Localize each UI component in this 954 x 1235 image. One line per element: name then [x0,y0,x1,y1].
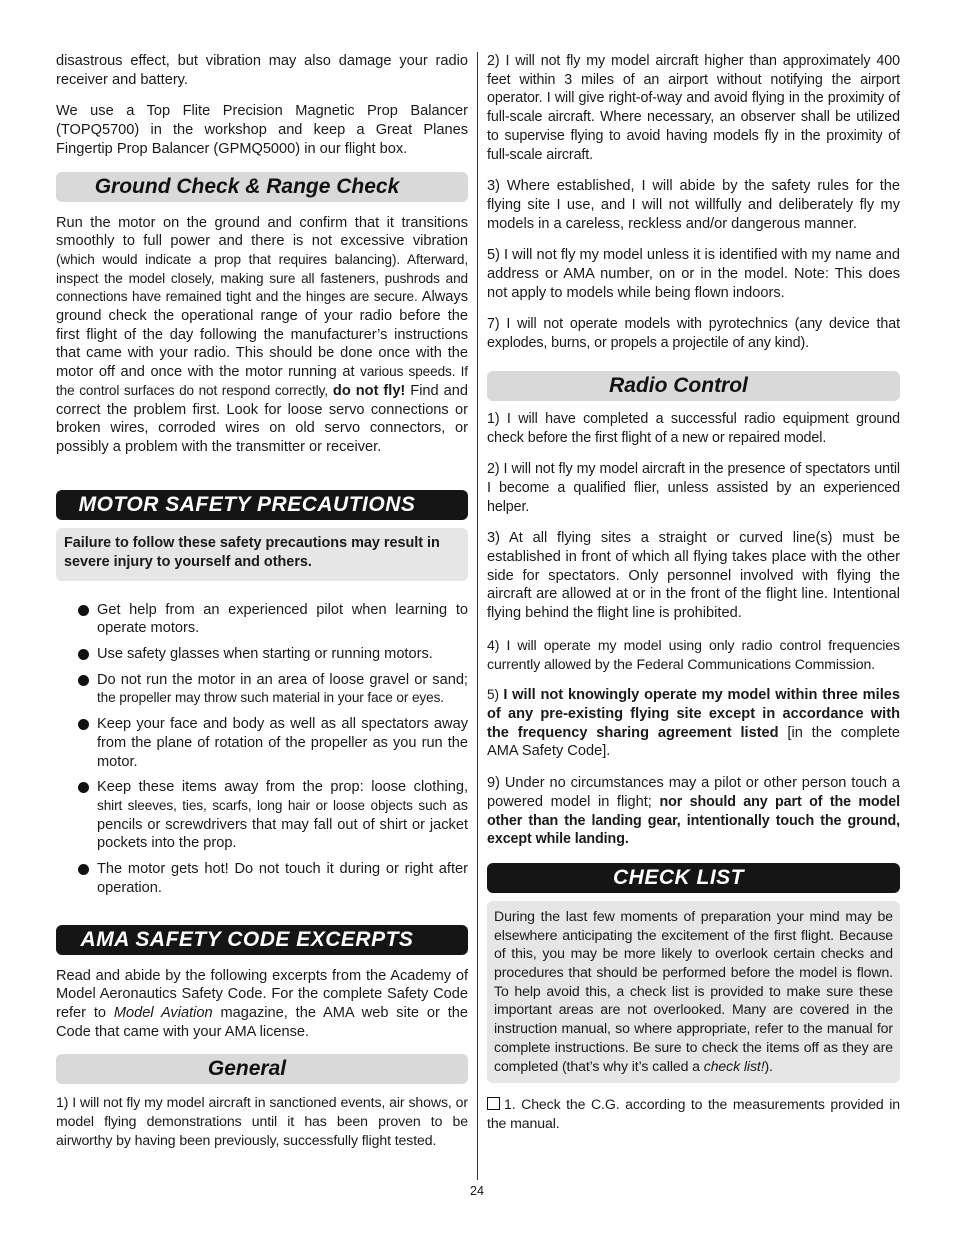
column-divider [477,52,478,1180]
general-heading: General [56,1054,468,1084]
ground-check-text-3: Always ground check the operational range of your radio before the first flight of the day following the manufacturer’s instructions that came with your radio. This should be done once with the motor off and once with the motor running at [56,289,468,381]
check-list-heading: CHECK LIST [487,863,900,893]
radio-rule-5: 5) I will not knowingly operate my model within three miles of any pre-existing flying site except in accordance with the frequency sharing agreement listed [in the complete AMA Safety Code]. [487,687,900,760]
general-rule-1: 1) I will not fly my model aircraft in sanctioned events, air shows, or model flying demonstrations until it has been proven to be airworthy by having been previously, successfully flight tested. [56,1094,468,1148]
radio-rule-3: 3) At all flying sites a straight or curved line(s) must be established in front of which all flying takes place with the other side for spectators. Only personnel involved with flying the aircraft are allowed at or in the front of the flight line. Intentional flying behind the flight line is prohibited. [487,530,900,622]
radio-rule-1: 1) I will have completed a successful radio equipment ground check before the first flight of a new or repaired model. [487,410,900,446]
motor-safety-list [56,601,468,898]
bullet-icon [78,864,89,875]
bullet-icon [78,782,89,793]
left-column [56,52,468,1162]
radio-rule-4: 4) I will operate my model using only radio control frequencies currently allowed by the Federal Communications Commission. [487,636,900,672]
general-rule-5: 5) I will not fly my model unless it is identified with my name and address or AMA number, on or in the model. Note: This does not apply to models while being flown indoors. [487,247,900,301]
ground-check-text-2: (which would indicate a prop that requires balancing). Afterward, inspect the model closely, making sure all fasteners, pushrods and connections have remained tight and the hinges are secure. [56,251,468,305]
motor-safety-warning: Failure to follow these safety precautions may result in severe injury to yourself and others. [56,528,468,581]
ground-check-text-6: Find and correct the problem first. Look for loose servo connections or broken wires, corroded wires on old servo connectors, or possibly a problem with the transmitter or receiver. [56,382,468,455]
ground-check-text-1: Run the motor on the ground and confirm that it transitions smoothly to full power and there is not excessive vibration [56,214,468,250]
radio-control-heading: Radio Control [487,371,900,401]
check-list-item-1: 1. Check the C.G. according to the measurements provided in the manual. [487,1096,900,1131]
checkbox-icon[interactable] [487,1097,500,1110]
radio-rule-9: 9) Under no circumstances may a pilot or other person touch a powered model in flight; nor should any part of the model other than the landing gear, intentionally touch the ground, except while landing. [487,775,900,848]
do-not-fly-text: do not fly! [327,382,406,399]
list-item: The motor gets hot! Do not touch it during or right after operation. [56,860,468,897]
list-item: Keep your face and body as well as all spectators away from the plane of rotation of the propeller as you run the motor. [56,715,468,771]
ground-check-paragraph [56,214,468,457]
ground-check-text-4: various speeds. If the control surfaces do not respond correctly, [56,364,468,398]
general-rule-2: 2) I will not fly my model aircraft higher than approximately 400 feet within 3 miles of an airport without notifying the airport operator. I will give right-of-way and avoid flying in the proximity of full-scale aircraft. Where necessary, an observer shall be utilized to supervise flying to avoid having models fly in the proximity of full-scale aircraft. [487,53,900,163]
ground-check-heading: Ground Check & Range Check [56,172,468,202]
ama-intro-paragraph: Read and abide by the following excerpts from the Academy of Model Aeronautics Safety Code. For the complete Safety Code refer to Model Aviation magazine, the AMA web site or the Code that came with your AMA license. [56,967,468,1040]
right-column [487,52,900,1146]
check-list-intro-box: During the last few moments of preparation your mind may be elsewhere anticipating the excitement of the first flight. Because of this, you may be more likely to overlook certain checks and procedures that should be performed before the model is flown. To help avoid this, a check list is provided to make sure these important areas are not overlooked. Many are covered in the instruction manual, so where appropriate, refer to the manual for complete instructions. Be sure to check the items off as they are completed (that’s why it’s called a check list!). [487,901,900,1083]
bullet-icon [78,719,89,730]
page-number: 24 [470,1184,484,1198]
bullet-icon [78,675,89,686]
paragraph-vibration: disastrous effect, but vibration may also damage your radio receiver and battery. [56,53,468,88]
list-item: Use safety glasses when starting or running motors. [56,645,468,664]
general-rule-3: 3) Where established, I will abide by the safety rules for the flying site I use, and I will not willfully and deliberately fly my models in a careless, reckless and/or dangerous manner. [487,178,900,232]
list-item: Do not run the motor in an area of loose gravel or sand; the propeller may throw such material in your face or eyes. [56,671,468,708]
list-item: Get help from an experienced pilot when learning to operate motors. [56,601,468,638]
paragraph-prop-balancer: We use a Top Flite Precision Magnetic Prop Balancer (TOPQ5700) in the workshop and keep a Great Planes Fingertip Prop Balancer (GPMQ5000) in our flight box. [56,103,468,157]
general-rule-7: 7) I will not operate models with pyrotechnics (any device that explodes, burns, or propels a projectile of any kind). [487,316,900,352]
radio-rule-2: 2) I will not fly my model aircraft in the presence of spectators until I become a qualified flier, unless assisted by an experienced helper. [487,461,900,515]
model-aviation-title: Model Aviation [113,1004,213,1021]
bullet-icon [78,649,89,660]
ama-safety-heading: AMA SAFETY CODE EXCERPTS [56,925,468,955]
list-item: Keep these items away from the prop: loose clothing, shirt sleeves, ties, scarfs, long hair or loose objects such as pencils or screwdrivers that may fall out of shirt or jacket pockets into the prop. [56,778,468,853]
motor-safety-heading: MOTOR SAFETY PRECAUTIONS [56,490,468,520]
bullet-icon [78,605,89,616]
